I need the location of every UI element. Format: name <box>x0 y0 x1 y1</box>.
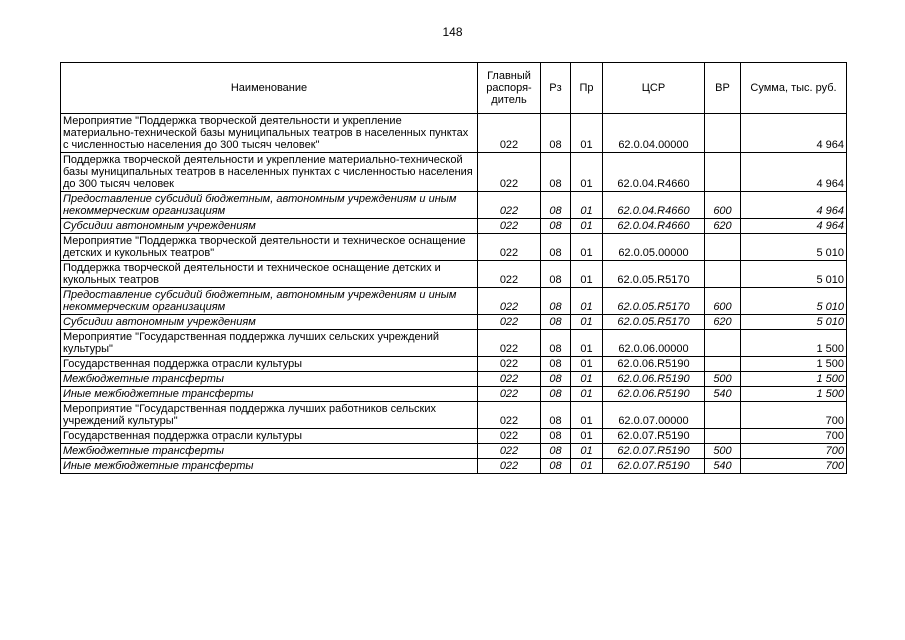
row-vr: 500 <box>705 444 741 459</box>
row-vr: 540 <box>705 459 741 474</box>
row-admin: 022 <box>478 444 541 459</box>
row-sum: 700 <box>741 402 847 429</box>
table-row <box>61 315 847 330</box>
table-row <box>61 192 847 219</box>
row-pr: 01 <box>571 429 603 444</box>
row-csr: 62.0.07.R5190 <box>603 444 705 459</box>
row-vr: 540 <box>705 387 741 402</box>
budget-table <box>60 62 847 474</box>
row-csr: 62.0.06.R5190 <box>603 387 705 402</box>
row-pr: 01 <box>571 219 603 234</box>
row-csr: 62.0.04.R4660 <box>603 192 705 219</box>
row-admin: 022 <box>478 429 541 444</box>
row-csr: 62.0.07.00000 <box>603 402 705 429</box>
row-name: Предоставление субсидий бюджетным, автономным учреждениям и иным некоммерческим организациям <box>61 288 478 315</box>
row-vr <box>705 261 741 288</box>
row-sum: 5 010 <box>741 315 847 330</box>
header-csr: ЦСР <box>603 63 705 114</box>
header-rz: Рз <box>541 63 571 114</box>
row-rz: 08 <box>541 444 571 459</box>
table-row <box>61 459 847 474</box>
row-pr: 01 <box>571 330 603 357</box>
row-csr: 62.0.04.R4660 <box>603 153 705 192</box>
row-rz: 08 <box>541 219 571 234</box>
row-sum: 5 010 <box>741 288 847 315</box>
row-name: Мероприятие "Поддержка творческой деятельности и техническое оснащение детских и кукольных театров" <box>61 234 478 261</box>
table-row <box>61 372 847 387</box>
row-name: Субсидии автономным учреждениям <box>61 315 478 330</box>
row-vr <box>705 429 741 444</box>
row-name: Мероприятие "Государственная поддержка лучших работников сельских учреждений культуры" <box>61 402 478 429</box>
row-vr: 600 <box>705 192 741 219</box>
row-pr: 01 <box>571 402 603 429</box>
row-rz: 08 <box>541 330 571 357</box>
row-name: Межбюджетные трансферты <box>61 372 478 387</box>
row-name: Государственная поддержка отрасли культуры <box>61 357 478 372</box>
table-row <box>61 444 847 459</box>
row-admin: 022 <box>478 192 541 219</box>
row-rz: 08 <box>541 261 571 288</box>
row-vr <box>705 114 741 153</box>
row-csr: 62.0.05.00000 <box>603 234 705 261</box>
row-name: Поддержка творческой деятельности и укрепление материально-технической базы муниципальных театров в населенных пунктах с численностью населения до 300 тысяч человек <box>61 153 478 192</box>
row-name: Иные межбюджетные трансферты <box>61 387 478 402</box>
row-pr: 01 <box>571 459 603 474</box>
row-admin: 022 <box>478 288 541 315</box>
row-csr: 62.0.06.R5190 <box>603 357 705 372</box>
table-row <box>61 153 847 192</box>
table-row <box>61 234 847 261</box>
row-sum: 5 010 <box>741 261 847 288</box>
row-vr <box>705 402 741 429</box>
row-pr: 01 <box>571 114 603 153</box>
row-pr: 01 <box>571 234 603 261</box>
table-row <box>61 261 847 288</box>
row-rz: 08 <box>541 387 571 402</box>
row-rz: 08 <box>541 288 571 315</box>
row-csr: 62.0.05.R5170 <box>603 261 705 288</box>
row-csr: 62.0.06.R5190 <box>603 372 705 387</box>
row-csr: 62.0.04.00000 <box>603 114 705 153</box>
row-pr: 01 <box>571 444 603 459</box>
row-sum: 700 <box>741 429 847 444</box>
row-name: Государственная поддержка отрасли культуры <box>61 429 478 444</box>
row-sum: 1 500 <box>741 357 847 372</box>
row-rz: 08 <box>541 429 571 444</box>
row-csr: 62.0.07.R5190 <box>603 459 705 474</box>
header-name: Наименование <box>61 63 478 114</box>
row-rz: 08 <box>541 459 571 474</box>
row-admin: 022 <box>478 234 541 261</box>
row-vr: 500 <box>705 372 741 387</box>
row-admin: 022 <box>478 261 541 288</box>
row-name: Межбюджетные трансферты <box>61 444 478 459</box>
table-row <box>61 429 847 444</box>
row-admin: 022 <box>478 357 541 372</box>
row-vr <box>705 153 741 192</box>
row-csr: 62.0.07.R5190 <box>603 429 705 444</box>
header-vr: ВР <box>705 63 741 114</box>
row-vr: 620 <box>705 315 741 330</box>
table-row <box>61 402 847 429</box>
table-row <box>61 387 847 402</box>
row-sum: 4 964 <box>741 153 847 192</box>
row-rz: 08 <box>541 372 571 387</box>
row-rz: 08 <box>541 402 571 429</box>
row-name: Поддержка творческой деятельности и техническое оснащение детских и кукольных театров <box>61 261 478 288</box>
row-pr: 01 <box>571 288 603 315</box>
row-admin: 022 <box>478 153 541 192</box>
row-rz: 08 <box>541 153 571 192</box>
row-sum: 4 964 <box>741 192 847 219</box>
row-vr: 620 <box>705 219 741 234</box>
row-sum: 700 <box>741 459 847 474</box>
row-rz: 08 <box>541 234 571 261</box>
table-row <box>61 114 847 153</box>
table-row <box>61 330 847 357</box>
row-pr: 01 <box>571 357 603 372</box>
row-vr: 600 <box>705 288 741 315</box>
row-pr: 01 <box>571 192 603 219</box>
header-admin: Главный распоря-дитель <box>478 63 541 114</box>
row-sum: 4 964 <box>741 114 847 153</box>
table-row <box>61 357 847 372</box>
row-sum: 5 010 <box>741 234 847 261</box>
row-csr: 62.0.04.R4660 <box>603 219 705 234</box>
row-admin: 022 <box>478 219 541 234</box>
row-rz: 08 <box>541 192 571 219</box>
row-admin: 022 <box>478 459 541 474</box>
row-name: Мероприятие "Поддержка творческой деятельности и укрепление материально-технической базы муниципальных театров в населенных пунктах с численностью населения до 300 тысяч человек" <box>61 114 478 153</box>
row-name: Субсидии автономным учреждениям <box>61 219 478 234</box>
row-sum: 1 500 <box>741 387 847 402</box>
row-name: Иные межбюджетные трансферты <box>61 459 478 474</box>
row-sum: 700 <box>741 444 847 459</box>
table-header-row <box>61 63 847 114</box>
row-admin: 022 <box>478 402 541 429</box>
row-rz: 08 <box>541 114 571 153</box>
page-number: 148 <box>442 25 463 39</box>
row-admin: 022 <box>478 330 541 357</box>
row-pr: 01 <box>571 261 603 288</box>
row-admin: 022 <box>478 372 541 387</box>
row-pr: 01 <box>571 387 603 402</box>
table-row <box>61 288 847 315</box>
row-name: Мероприятие "Государственная поддержка лучших сельских учреждений культуры" <box>61 330 478 357</box>
row-admin: 022 <box>478 315 541 330</box>
row-rz: 08 <box>541 315 571 330</box>
row-admin: 022 <box>478 387 541 402</box>
row-sum: 1 500 <box>741 372 847 387</box>
row-csr: 62.0.06.00000 <box>603 330 705 357</box>
row-vr <box>705 234 741 261</box>
table-row <box>61 219 847 234</box>
header-sum: Сумма, тыс. руб. <box>741 63 847 114</box>
row-rz: 08 <box>541 357 571 372</box>
row-vr <box>705 330 741 357</box>
row-pr: 01 <box>571 315 603 330</box>
row-sum: 1 500 <box>741 330 847 357</box>
row-sum: 4 964 <box>741 219 847 234</box>
row-csr: 62.0.05.R5170 <box>603 288 705 315</box>
row-csr: 62.0.05.R5170 <box>603 315 705 330</box>
row-name: Предоставление субсидий бюджетным, автономным учреждениям и иным некоммерческим организациям <box>61 192 478 219</box>
row-vr <box>705 357 741 372</box>
row-pr: 01 <box>571 372 603 387</box>
row-pr: 01 <box>571 153 603 192</box>
header-pr: Пр <box>571 63 603 114</box>
row-admin: 022 <box>478 114 541 153</box>
